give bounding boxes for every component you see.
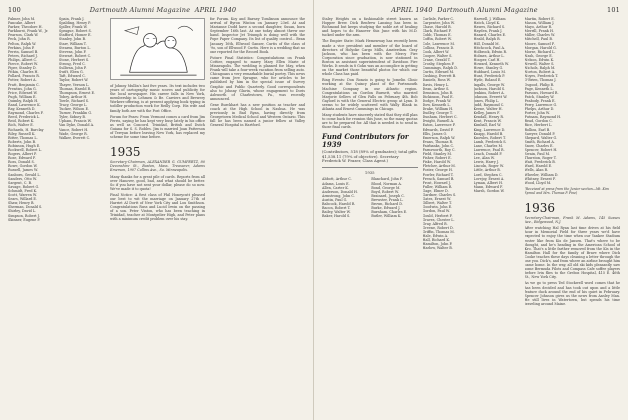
list-item: Burnham, Charles E. bbox=[371, 210, 408, 215]
list-item: Fairbanks, John C. bbox=[422, 143, 455, 148]
header-title bbox=[90, 6, 237, 14]
list-item: Dean, Arthur S. bbox=[422, 86, 450, 91]
list-item: Thayer, Vernon L. bbox=[59, 82, 90, 87]
list-item: Greene, Robert D. bbox=[422, 225, 454, 230]
list-item: Simpson, Robert J. bbox=[8, 213, 40, 218]
list-item: Thomas, Harold R. bbox=[59, 86, 92, 91]
list-item: Nelson, Edwin K. bbox=[524, 57, 555, 62]
list-item: Peters, Richard J. bbox=[8, 53, 38, 58]
list-item: Ingalls, George W. bbox=[473, 82, 505, 87]
list-item: Hall, Richard K. bbox=[422, 238, 451, 243]
list-item: Kelley, James F. bbox=[473, 111, 501, 116]
list-item: Fowler, Richard T. bbox=[422, 172, 454, 177]
list-item: Lincoln, Roger W. bbox=[473, 164, 504, 169]
list-item: Reid, Robert K. bbox=[8, 119, 35, 124]
list-item: Riley, Russell K. bbox=[8, 131, 36, 136]
list-item: Ross, Donald S. bbox=[8, 160, 35, 165]
list-item: Norton, Robert A. bbox=[524, 70, 556, 75]
list-item: Strong, Fred C. bbox=[59, 62, 86, 67]
list-item: Page, Kenneth L. bbox=[524, 86, 554, 91]
list-item: Merrill, Frank H. bbox=[524, 29, 554, 34]
list-item: Schmidt, Fred K. bbox=[8, 188, 38, 193]
list-item: Baker, Harold S. bbox=[322, 214, 351, 219]
list-item: Harwell, J. William bbox=[473, 17, 506, 21]
list-item: Jackson, Harold S. bbox=[473, 86, 506, 91]
list-item: Wood, Lloyd M. bbox=[524, 180, 552, 185]
divider bbox=[322, 167, 418, 168]
list-item: Rose, Edward F. bbox=[8, 156, 36, 161]
list-item: Jones, Philip L. bbox=[473, 98, 500, 103]
list-item: Hitchcock, Paul A. bbox=[473, 45, 506, 50]
paragraph: Final Notice: A first class of Phil Honeycutt pleased our best to wit the marriage on January 27th of Harriet Al Dortt of New York City and Lou Smithson. Congratulations Russ and Lucid Irwin on the passing of a son. Peter Vinton, who has been teaching in Trinidad, teacher at Montpelier High, and Peter plans with a minimum credit problem over his stay. bbox=[110, 192, 205, 222]
class-secretary: Secretary-Chairman, Frank M. Adams, 145 Sussex Ave., Ridgewood, N.J. bbox=[524, 216, 620, 225]
list-item: Lane, Charles M. bbox=[473, 143, 503, 148]
list-item: Savage, Robert G. bbox=[8, 184, 40, 189]
list-item: Fisher, Robert E. bbox=[422, 156, 452, 161]
cartoon-illustration bbox=[110, 18, 205, 80]
list-item: Upham, Francis W. bbox=[59, 119, 92, 124]
list-item: Stewart, Robert C. bbox=[59, 53, 92, 58]
list-item: Perry, Lawrence G. bbox=[524, 102, 558, 107]
list-item: Howe, Stanley G. bbox=[473, 66, 504, 71]
list-item: Ritter, Thomas L. bbox=[8, 135, 38, 140]
list-item: Sears, Willard E. bbox=[8, 197, 37, 202]
list-item: Pearson, Clark W. bbox=[8, 33, 39, 38]
list-item: Porter, John W. bbox=[524, 111, 550, 116]
list-item: Austin, Paul G. bbox=[322, 197, 348, 202]
list-item: Stearns, Burton L. bbox=[59, 45, 91, 50]
list-item: Drake, William H. bbox=[422, 107, 454, 112]
list-item: Blood, Norman A. bbox=[371, 181, 402, 186]
list-item: Brewster, Frank L. bbox=[371, 197, 404, 202]
list-item: Swain, Paul M. bbox=[524, 152, 551, 157]
list-item: Kendall, Henry R. bbox=[473, 115, 505, 120]
list-item: Dickinson, Paul E. bbox=[422, 94, 454, 99]
article-text bbox=[110, 84, 205, 139]
list-item: Raymond, Charles F. bbox=[8, 111, 44, 116]
list-item: Ray, Kenneth D. bbox=[8, 107, 36, 112]
list-item: Anderson, Donald H. bbox=[322, 189, 358, 194]
text-column bbox=[322, 17, 418, 417]
list-item: Pancake, Albert bbox=[8, 21, 36, 26]
list-item: Thurston, Roger T. bbox=[524, 156, 557, 161]
list-item: Boyd, Robert W. bbox=[371, 189, 399, 194]
list-item: Newell, Walter S. bbox=[524, 62, 555, 67]
paragraph: After watching Hal Ryan last time drives at his field hour in Memorial Field for three years we'd have expected to enjoy the time when our Yankee Stadium roster like from Kis de Jansen. That's where to be thought, and he's heading in the American School of Kro. That's a little farther removed from the Kis in the Hamilton Hall for the family of Brave where Dick Cooke teaches these days cleaning a letter through the one you. Dick's, and from where an airline brought him came home. In the way, all old ski kids pleasantly saw some Bermuda Pilots and Compass Cafe soffee players before Ivin flies to the Grebos Hospital, 415 E. 46th St., New York City. bbox=[524, 226, 620, 280]
list-item: Curtis, Edward M. bbox=[422, 70, 455, 75]
list-item: Sawyer, Donald P. bbox=[524, 131, 556, 136]
list-item: Martin, Robert E. bbox=[524, 17, 555, 21]
list-item: Gardner, Charles S. bbox=[422, 193, 457, 198]
list-item: Peabody, Frank E. bbox=[524, 98, 556, 103]
list-item: Davis, Henry L. bbox=[422, 82, 450, 87]
list-item: Cooper, Walter S. bbox=[422, 53, 453, 58]
list-item: Morse, Richard L. bbox=[524, 49, 556, 54]
list-item: Daniels, Ross W. bbox=[422, 78, 451, 83]
list-item: Stanley, John B. bbox=[59, 37, 87, 42]
header-title bbox=[391, 6, 538, 14]
list-item: O'Brien, Thomas J. bbox=[524, 78, 557, 83]
list-item: Nash, George E. bbox=[524, 53, 553, 58]
list-item: Skinner, Eugene F. bbox=[8, 217, 41, 222]
list-item: Lyman, Albert H. bbox=[473, 180, 503, 185]
list-item: Mitchell, Paul B. bbox=[524, 37, 553, 42]
list-item: Burke, Edward J. bbox=[371, 206, 401, 211]
list-item: King, Lawrence D. bbox=[473, 127, 506, 132]
list-item: Hale, Edwin A. bbox=[422, 233, 449, 238]
list-item: Harlow, Walter B. bbox=[422, 246, 453, 251]
list-item: Kimball, Earl W. bbox=[473, 123, 502, 128]
list-item: Dunham, Herbert C. bbox=[422, 115, 458, 120]
list-item: Lamb, Frederick S. bbox=[473, 139, 507, 144]
list-item: Walker, Everett C. bbox=[59, 135, 91, 140]
left-columns bbox=[8, 17, 305, 417]
list-item: Brown, Richard D. bbox=[371, 202, 403, 206]
fund-names-column bbox=[322, 177, 368, 218]
list-item: Reed, Frederick L. bbox=[8, 115, 41, 120]
class-year-heading: 1935 bbox=[110, 145, 141, 160]
list-item: Crosby, Stephen P. bbox=[422, 62, 455, 67]
list-item: Babcock, Harold R. bbox=[322, 202, 356, 206]
list-item: Rand, Lawrence K. bbox=[8, 102, 41, 107]
list-item: Howard, Kenneth W. bbox=[473, 62, 509, 67]
names-column bbox=[423, 17, 469, 417]
list-item: Cobb, Thomas E. bbox=[422, 33, 452, 38]
list-item: Read, Gordon C. bbox=[524, 119, 553, 124]
list-item: Rockwell, Robert L. bbox=[8, 148, 42, 152]
list-item: Whitney, Ernest F. bbox=[524, 176, 556, 181]
right-page bbox=[314, 0, 628, 420]
list-item: Cushing, Everett B. bbox=[422, 74, 457, 79]
list-item: Shirley, David L. bbox=[8, 209, 37, 214]
list-item: Sullivan, John P. bbox=[59, 66, 87, 71]
list-item: Tobey, Arthur H. bbox=[59, 94, 88, 99]
list-item: Adams, Louis E. bbox=[322, 181, 350, 186]
list-item: Taylor, Robert W. bbox=[59, 78, 89, 83]
list-item: Cole, Lawrence M. bbox=[422, 41, 455, 46]
header-title-text: Dartmouth Alumni Magazine bbox=[89, 6, 191, 14]
list-item: Lee, Alan W. bbox=[473, 156, 495, 161]
fund-names bbox=[322, 177, 418, 218]
list-item: Clark, Richard F. bbox=[422, 29, 452, 34]
right-columns bbox=[322, 17, 620, 417]
fund-year: 1935 bbox=[364, 169, 375, 175]
list-item: Mayo, Arthur R. bbox=[524, 25, 553, 30]
list-item: Knapp, Harold B. bbox=[473, 131, 504, 136]
list-item: Vance, Robert H. bbox=[59, 127, 89, 132]
page-header bbox=[322, 6, 620, 14]
list-item: Lord, Stephen C. bbox=[473, 172, 503, 177]
article-text bbox=[525, 226, 621, 306]
list-item: Judd, Raymond C. bbox=[473, 102, 505, 107]
list-item: Ellis, James O. bbox=[422, 131, 448, 136]
article-text bbox=[322, 17, 418, 76]
list-item: Dwight, Russell A. bbox=[422, 119, 455, 124]
list-item: Pierce, Robert W. bbox=[8, 62, 38, 67]
list-item: Pugh, William E. bbox=[8, 94, 37, 99]
list-item: Parkhurst, Frank W., Jr. bbox=[8, 29, 49, 34]
list-item: Field, Stanley M. bbox=[422, 152, 452, 157]
names-column bbox=[59, 17, 105, 417]
list-item: Graves, Chester L. bbox=[422, 217, 455, 222]
list-item: Osgood, Philip R. bbox=[524, 82, 555, 87]
list-item: Rogers, Albert P. bbox=[8, 152, 37, 157]
list-item: Spalding, Henry P. bbox=[59, 21, 91, 26]
list-item: Richards, H. Barclay bbox=[8, 127, 44, 132]
list-item: Gordon, Paul W. bbox=[422, 209, 450, 214]
page-header bbox=[8, 6, 305, 14]
list-item: Keene, Walter H. bbox=[473, 107, 503, 112]
list-item: Lawrence, Paul R. bbox=[473, 148, 505, 152]
list-item: Edwards, David P. bbox=[422, 127, 454, 132]
names-list bbox=[525, 17, 621, 185]
list-item: Gray, Alfred B. bbox=[422, 221, 448, 226]
list-item: Spencer, Robert H. bbox=[524, 148, 558, 152]
paragraph: of Johnny Mullin's last five years. Its text includes two years of cartography music scores and publicity for the local newspaper. His career falls in New York, membership in Lehmen & Be. Carriers and Brewery Workers-offering, is at present applying book typing in toddler production work for Reilly Corp. His wife and family both are with the Post Office. bbox=[110, 84, 205, 113]
list-item: Cummings, Ralph D. bbox=[422, 66, 458, 71]
list-item: Wait, Frederick B. bbox=[524, 160, 556, 165]
list-item: Evans, Thomas R. bbox=[422, 139, 454, 144]
list-item: Heald, Ralph B. bbox=[473, 37, 501, 42]
paragraph: As we go to press Ted Stockwell word comes that he has been decided and has took out upon and a little feature duck around the end of his quiet in February. Spencer Johnson gives us the news from Ansley Man. He still lives in Watertown, but spends his time traveling around Maine. bbox=[524, 281, 620, 306]
list-item: Snow, Charles E. bbox=[524, 143, 554, 148]
list-item: Dodge, Frank W. bbox=[422, 98, 452, 103]
list-item: Sanborn, Gerald L. bbox=[8, 172, 41, 177]
fund-section-subtitle: (Contributors, 518 (89% of graduates); total gifts $1,538.11 (79% of objective). Secretary Frederick W. Frazer, Class Agent.) bbox=[322, 149, 417, 164]
list-item: Emerson, Ralph W. bbox=[422, 135, 456, 140]
list-item: Putnam, Raymond H. bbox=[524, 115, 562, 120]
list-item: Stevens, John F. bbox=[59, 49, 87, 54]
list-item: Noyes, Frederick T. bbox=[524, 74, 559, 79]
header-title-text: Dartmouth Alumni Magazine bbox=[437, 6, 538, 14]
list-item: Perrin, Samuel B. bbox=[8, 49, 39, 54]
paragraph: Forum for Fears: From Vermont comes a card from Jim Ferris, saying he has kept very busy lately in his office as well as Concord. Trinidad, British and Dutch Guiana for S. S. Robles. Jim is married Joan Patterson of Terryan before leaving New York, has replaced my scheme for some time before. bbox=[110, 114, 205, 140]
list-item: Armstrong, John C. bbox=[322, 193, 355, 198]
list-item: Prentiss, John G. bbox=[8, 86, 37, 91]
list-item: Chase, Harold B. bbox=[422, 25, 452, 30]
list-item: Cook, Albert W. bbox=[422, 49, 450, 54]
list-item: Van Dyke, Donald A. bbox=[59, 123, 95, 128]
list-item: Rowe, Gordon W. bbox=[8, 164, 38, 169]
paragraph: The Empire State: Mark Hemenway has recently been made a vice president and member of the board of directors of Holyoke Cargo Mills, Amsterdam. Gray Jackson, who has been with the Mercy Fire Corporation since graduation, is now stationed in Boston as assistant superintendent of Davidson Fire Works. It sends in 8 Gohn was an accomplice in getting on the market those beautiful photos for which our whole Class has paid. bbox=[322, 39, 418, 77]
list-item: Hatch, Lloyd K. bbox=[473, 21, 501, 26]
list-item: Rice, Herbert L. bbox=[524, 123, 553, 128]
paragraph: Staley Heights on a fashionable street known as Hopper Brew. Dick Renfrew Lansing has been in Richmond but keeps studying the noble art of healing and hopes to do Hanover this June with his M.D. tucked under the arm. bbox=[322, 17, 418, 38]
list-item: Ward, Harold E. bbox=[524, 164, 553, 169]
names-column bbox=[474, 17, 520, 417]
list-item: Butler, William K. bbox=[371, 214, 402, 219]
list-item: Griffin, Thomas M. bbox=[422, 229, 455, 234]
list-item: Price, Edward W. bbox=[8, 90, 38, 95]
list-item: Miller, Charles W. bbox=[524, 33, 555, 38]
list-item: Leach, Donald F. bbox=[473, 152, 503, 157]
article-text bbox=[110, 175, 205, 222]
list-item: Carpenter, John W. bbox=[422, 21, 455, 26]
list-item: Philips, Albert C. bbox=[8, 57, 38, 62]
paragraph: Gene Burckhart has a new position as teacher and coach at the High School in Nashua. He was previously in Bad Ryan, having directly from Georgetown Medical School and Western Ontario. This fall he has been named a junior fellow at Valley General Hospital in Hartford. bbox=[210, 102, 305, 128]
list-item: Hawes, Richard S. bbox=[473, 25, 506, 30]
list-item: Kent, Francis W. bbox=[473, 119, 502, 124]
page-number: 100 bbox=[8, 6, 22, 14]
list-item: Mason, William J. bbox=[524, 21, 555, 26]
list-item: Pitkin, Charles H. bbox=[8, 70, 39, 75]
list-item: Goodwin, John E. bbox=[422, 205, 453, 210]
text-column bbox=[525, 17, 621, 417]
list-item: Fuller, William R. bbox=[422, 184, 453, 189]
header-date: APRIL 1940 bbox=[194, 6, 237, 14]
paragraph: Future Final Statistics: Congratulations on Frank Cottier, engaged to marry Mary Ellen Marie of Minneapolis. The wedding is planned for May, when Frank will take a four-week vacation from selling auto. Chicagoans a very remarkable burial poetry. This news came from Jere Sprague, who for articles to be published by him in the special issue of Survey Graphic and Public Quarterly. Good correspondents also to Johnny Glavin, whose engagement to Doris Ashworth of Charlestown, Pa., was recently announced. bbox=[210, 55, 305, 101]
list-item: Holbrook, Edwin R. bbox=[473, 49, 508, 54]
list-item: Eaton, Lawrence F. bbox=[422, 123, 456, 128]
list-item: Hazard, Charles E. bbox=[473, 33, 507, 38]
list-item: Rich, Walter E. bbox=[8, 123, 34, 128]
cartoon-drawing bbox=[111, 19, 204, 79]
list-item: Peck, John R. bbox=[8, 37, 31, 42]
list-item: Tracy, George L. bbox=[59, 102, 88, 107]
list-item: Robinson, Hugh E. bbox=[8, 143, 41, 148]
list-item: Hubbard, Louis M. bbox=[473, 70, 506, 75]
list-item: Rollins, Earl B. bbox=[524, 127, 551, 132]
list-item: Carlisle, Parker C. bbox=[422, 17, 454, 21]
list-item: Turner, Franklin G. bbox=[59, 111, 92, 116]
list-item: Quimby, Ralph H. bbox=[8, 98, 39, 103]
list-item: Blanchard, John F. bbox=[371, 177, 403, 182]
list-item: Potter, Robert A. bbox=[8, 78, 37, 83]
list-item: Brainard, Joseph C. bbox=[371, 193, 405, 198]
list-item: Spiller, Frank W. bbox=[59, 25, 88, 30]
paragraph: Ring Events: Don Ronzio is going to Jomelin Clinic working at the Quincy plant of the Portsmouth Machine Company in our Atlantic region. Congratulations on Gordon Burnett, who married Marjorie Sellers of Glen Falls on February 4th. Bob Gaylord is with the General Electric group at Lynn. It seems to be widely scattered with Wally Blank in Atlanta and Ernest Cummings in Chicago. bbox=[322, 78, 418, 111]
list-item: Pelton, Ralph W. bbox=[8, 41, 37, 46]
list-item: Lewis, Harry J. bbox=[473, 160, 500, 165]
list-item: Parker, Theodore H. bbox=[8, 25, 43, 30]
list-item: Thompson, Ernest E. bbox=[59, 90, 96, 95]
list-item: Nichols, Ralph M. bbox=[524, 66, 556, 71]
list-item: Shepard, Walter G. bbox=[524, 135, 558, 140]
paragraph: Many thanks for a great pile of cards. Reports from all over Hanover, good, bad, and what should be better. So if you have not sent your dollar, please do so now. We've made it to quota! bbox=[110, 174, 205, 191]
list-item: Towle, Richard S. bbox=[59, 98, 90, 103]
list-item: Gates, Ernest W. bbox=[422, 197, 451, 202]
list-item: Sprague, Robert S. bbox=[59, 29, 92, 34]
list-item: Farnsworth, Roy C. bbox=[422, 148, 456, 152]
list-item: Fletcher, Arthur M. bbox=[422, 164, 456, 169]
class-secretary: Secretary-Chairman, ALEXANDER G. GUMPERTZ, 80 Devonshire St., Boston, Mass. Treasurer, Adams Emerson, 1907 Collins Ave., So. Minneapolis. bbox=[110, 160, 205, 173]
list-item: Smith, Richard A. bbox=[524, 139, 555, 144]
list-item: Holmes, Arthur L. bbox=[473, 53, 505, 58]
list-item: Dow, Kenneth L. bbox=[422, 102, 451, 107]
list-item: French, Samuel B. bbox=[422, 176, 455, 181]
list-item: Starr, William T. bbox=[59, 41, 87, 46]
list-item: Mann, Edward F. bbox=[473, 184, 503, 189]
article-text bbox=[322, 78, 418, 129]
header-date: APRIL 1940 bbox=[391, 6, 433, 14]
list-item: Hyde, Roland E. bbox=[473, 78, 502, 83]
list-item: Stone, Herbert S. bbox=[59, 57, 90, 62]
list-item: Gage, Elmer D. bbox=[422, 188, 449, 193]
list-item: Russell, James W. bbox=[8, 168, 38, 173]
list-item: Hunt, Frederick P. bbox=[473, 74, 505, 79]
list-item: Fiske, Harold W. bbox=[422, 160, 451, 165]
press-note: (Received at press from the Junior section—Mt. Kim Sproul and Mrs. Thomas P. Pine) bbox=[524, 186, 609, 195]
list-item: Bailey, Walter W. bbox=[322, 210, 351, 215]
list-item: Hill, Donald M. bbox=[473, 41, 500, 46]
list-item: Gould, Herbert F. bbox=[422, 213, 453, 218]
list-item: Dudley, George T. bbox=[422, 111, 453, 116]
list-item: Morgan, Harold G. bbox=[524, 45, 557, 50]
list-item: Pollard, Francis R. bbox=[8, 74, 40, 79]
paragraph: for Forum. Koy and Barney Tomlinson announce the arrival of Byron Winton on January 23rd. At and Marianne Dodd have a second daughter, Susan, born September 16th last. At one today almost threw our hand. Inspector Jet Triumph is doing well with the Pope Paper Company. Its list of quality control... Bean January 16th, Ellwood Ganser, Curtis of the class of '9o, son of Ellwood F. Curtis. Here is a wedding that no one reported for the Record Book. bbox=[210, 17, 305, 54]
page-number: 101 bbox=[606, 6, 620, 14]
list-item: Dennison, John R. bbox=[422, 90, 454, 95]
list-item: Knowles, Robert T. bbox=[473, 135, 506, 140]
list-item: Wheeler, William D. bbox=[524, 172, 559, 177]
list-item: Perkins, John P. bbox=[8, 45, 35, 50]
names-column bbox=[8, 17, 54, 417]
list-item: Sargent, C. B. bbox=[8, 180, 33, 185]
list-item: Palmer, John M. bbox=[8, 17, 36, 21]
list-item: Spain, Frank J. bbox=[59, 17, 85, 21]
list-item: Scott, Warren W. bbox=[8, 193, 37, 198]
list-item: Taft, Edward C. bbox=[59, 74, 86, 79]
list-item: Roberts, John B. bbox=[8, 139, 37, 144]
fund-names-column bbox=[371, 177, 417, 218]
list-item: Marsh, Gordon W. bbox=[473, 188, 505, 193]
list-item: Pratt, Benjamin C. bbox=[8, 82, 40, 87]
list-item: Wade, George R. bbox=[59, 131, 88, 136]
text-column bbox=[210, 17, 305, 417]
list-item: Jenkins, Robert A. bbox=[473, 90, 505, 95]
list-item: Swift, Eben G. bbox=[59, 70, 84, 75]
list-item: Bacon, Robert T. bbox=[322, 206, 351, 211]
list-item: Stafford, Homer E. bbox=[59, 33, 92, 38]
list-item: Hooper, Carl H. bbox=[473, 57, 501, 62]
list-item: Coffin, Robert W. bbox=[422, 37, 452, 42]
list-item: Piper, Stanley D. bbox=[8, 66, 37, 71]
list-item: Patch, Stanley W. bbox=[524, 94, 555, 99]
paragraph: Many students have sincerely stated that they still plan to come back for reunion this June, so the many quotas are to be prepared for. All that is needed is to send in those final cards. bbox=[322, 113, 418, 130]
list-item: Wells, Alan R. bbox=[524, 168, 549, 173]
list-item: Parsons, Howard R. bbox=[524, 90, 559, 95]
list-item: Foster, George H. bbox=[422, 168, 453, 173]
fund-section-title: Fund Contributors for 1939 bbox=[322, 132, 409, 150]
list-item: Lovejoy, Ernest A. bbox=[473, 176, 505, 181]
list-item: Allen, Carter K. bbox=[322, 185, 349, 190]
list-item: Phelps, Arthur D. bbox=[524, 107, 555, 112]
list-item: Sanders, Otto W. bbox=[8, 176, 37, 181]
list-item: Shaw, Henry B. bbox=[8, 201, 35, 206]
list-item: Moore, Samuel F. bbox=[524, 41, 555, 46]
list-item: Bond, George M. bbox=[371, 185, 401, 190]
list-item: Johnson, Everett W. bbox=[473, 94, 508, 99]
list-item: Little, Arthur B. bbox=[473, 168, 501, 173]
list-item: Tucker, Wilson E. bbox=[59, 107, 89, 112]
class-year-heading: 1936 bbox=[524, 201, 556, 216]
list-item: Hayden, Frank J. bbox=[473, 29, 503, 34]
text-column bbox=[110, 17, 205, 417]
list-item: Frost, Howard J. bbox=[422, 180, 451, 185]
list-item: Gilbert, Walter T. bbox=[422, 201, 452, 206]
list-item: Tyler, Sidney B. bbox=[59, 115, 87, 120]
list-item: Hamilton, John P. bbox=[422, 242, 453, 247]
list-item: Collins, Francis D. bbox=[422, 45, 455, 50]
list-item: Sherman, Donald S. bbox=[8, 205, 43, 210]
list-item: Crane, Gerald T. bbox=[422, 57, 451, 62]
list-item: Abbott, Arthur C. bbox=[322, 177, 352, 182]
